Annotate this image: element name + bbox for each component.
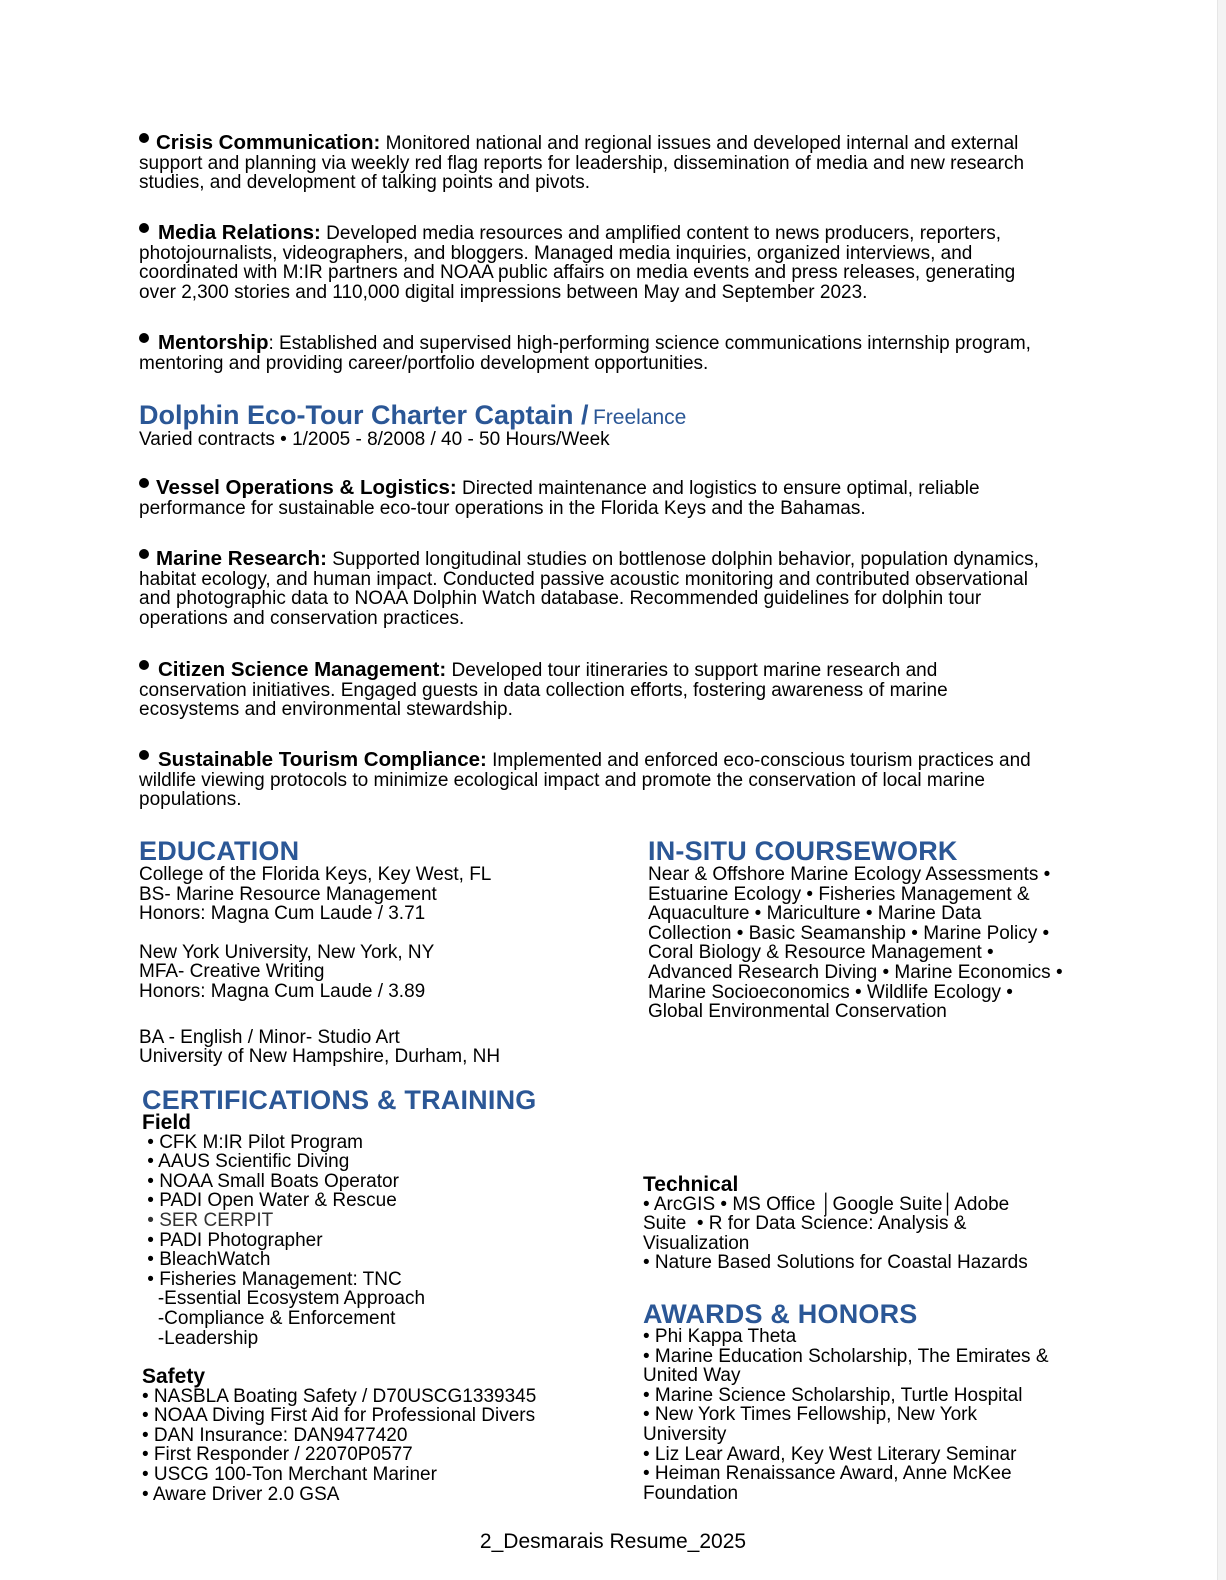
bullet-label: Marine Research:	[156, 547, 327, 570]
bullet-label: Media Relations:	[158, 221, 321, 244]
job-title-role: Dolphin Eco-Tour Charter Captain /	[139, 400, 589, 430]
coursework-list: Near & Offshore Marine Ecology Assessments • Estuarine Ecology • Fisheries Management & Aquaculture • Mariculture • Marine Data Collection • Basic Seamanship • Marine Policy • Coral Biology & Resource Management • Advanced Research Diving • Marine Economics • Marine Socioeconomics • Wildlife Ecology • Global Environmental Conservation	[648, 864, 1063, 1023]
bullet-label: Citizen Science Management:	[158, 658, 447, 681]
job-title-type: Freelance	[592, 406, 687, 429]
bullet-dot	[139, 660, 149, 670]
technical-skills: Technical • ArcGIS • MS Office │Google Suite│Adobe Suite • R for Data Science: Analysis & Visualization • Nature Based Solutions for Coastal Hazards	[643, 1173, 1028, 1274]
page-edge	[1217, 0, 1226, 1580]
bullet-marine-research: Marine Research: Supported longitudinal studies on bottlenose dolphin behavior, population dynamics, habitat ecology, and human impact. Conducted passive acoustic monitoring and contributed observational and photographic data to NOAA Dolphin Watch database. Recommended guidelines for dolphin tour operations and conservation practices.	[139, 547, 1039, 629]
technical-label: Technical	[643, 1173, 739, 1196]
field-label: Field	[142, 1111, 192, 1134]
bullet-mentorship: Mentorship: Established and supervised high-performing science communications internship program, mentoring and providing career/portfolio development opportunities.	[139, 331, 1031, 374]
bullet-dot	[139, 750, 149, 760]
bullet-dot	[139, 478, 149, 488]
certifications-heading: CERTIFICATIONS & TRAINING	[142, 1085, 537, 1115]
job-meta: Varied contracts • 1/2005 - 8/2008 / 40 - 50 Hours/Week	[139, 429, 610, 450]
bullet-citizen-science: Citizen Science Management: Developed tour itineraries to support marine research and conservation initiatives. Engaged guests in data collection efforts, fostering awareness of marine ecosystems and environmental stewardship.	[139, 658, 948, 721]
awards-list: • Phi Kappa Theta • Marine Education Scholarship, The Emirates & United Way • Marine Science Scholarship, Turtle Hospital • New York Times Fellowship, New York University • Liz Lear Award, Key West Literary Seminar • Heiman Renaissance Award, Anne McKee Foundation	[643, 1326, 1049, 1504]
job-title	[139, 400, 686, 431]
bullet-dot	[139, 223, 149, 233]
awards-heading: AWARDS & HONORS	[643, 1299, 918, 1329]
education-heading: EDUCATION	[139, 836, 300, 866]
bullet-label: Sustainable Tourism Compliance:	[158, 748, 487, 771]
bullet-crisis-communication: Crisis Communication: Monitored national and regional issues and developed internal and external support and planning via weekly red flag reports for leadership, dissemination of media and new research studies, and development of talking points and pivots.	[139, 131, 1025, 194]
education-list: College of the Florida Keys, Key West, FL BS- Marine Resource Management Honors: Magna Cum Laude / 3.71 New York University, New York, NY MFA- Creative Writing Honors: Magna Cum Laude / 3.89 BA - English / Minor- Studio Art University of New Hampshire, Durham, NH	[139, 864, 501, 1068]
safety-label: Safety	[142, 1365, 206, 1388]
bullet-dot	[139, 549, 149, 559]
bullet-label: Vessel Operations & Logistics:	[156, 476, 457, 499]
bullet-media-relations: Media Relations: Developed media resources and amplified content to news producers, reporters, photojournalists, videographers, and bloggers. Managed media inquiries, organized interviews, and coordinated with M:IR partners and NOAA public affairs on media events and press releases, generating over 2,300 stories and 110,000 digital impressions between May and September 2023.	[139, 221, 1016, 303]
certifications-safety: Safety • NASBLA Boating Safety / D70USCG1339345 • NOAA Diving First Aid for Professional Divers • DAN Insurance: DAN9477420 • First Responder / 22070P0577 • USCG 100-Ton Merchant Mariner • Aware Driver 2.0 GSA	[142, 1365, 537, 1505]
bullet-vessel-operations: Vessel Operations & Logistics: Directed maintenance and logistics to ensure optimal, reliable performance for sustainable eco-tour operations in the Florida Keys and the Bahamas.	[139, 476, 980, 519]
certifications-field: Field • CFK M:IR Pilot Program • AAUS Scientific Diving • NOAA Small Boats Operator • PADI Open Water & Rescue • SER CERPIT • PADI Photographer • BleachWatch • Fisheries Management: TNC -Essential Ecosystem Approach -Compliance & Enforcement -Leadership	[142, 1111, 426, 1349]
coursework-heading: IN-SITU COURSEWORK	[648, 836, 958, 866]
bullet-dot	[139, 133, 149, 143]
bullet-label: Crisis Communication:	[156, 131, 381, 154]
bullet-sustainable-tourism: Sustainable Tourism Compliance: Implemented and enforced eco-conscious tourism practices and wildlife viewing protocols to minimize ecological impact and promote the conservation of local marine populations.	[139, 748, 1031, 811]
bullet-dot	[139, 333, 149, 343]
page-footer: 2_Desmarais Resume_2025	[479, 1530, 747, 1553]
bullet-label: Mentorship	[158, 331, 269, 354]
